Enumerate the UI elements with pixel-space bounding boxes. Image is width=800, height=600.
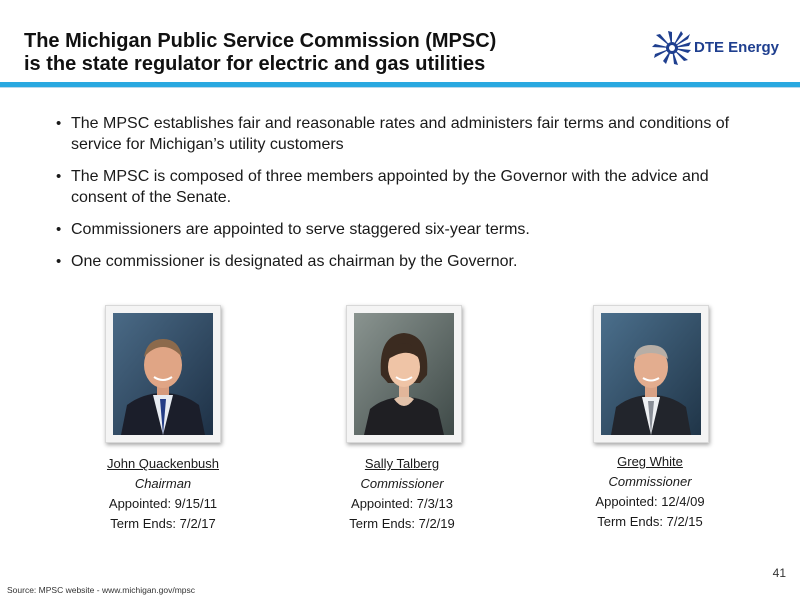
bullet-item: • Commissioners are appointed to serve staggered six-year terms.	[56, 219, 756, 240]
commissioner-name: Greg White	[617, 454, 683, 469]
commissioner-photo-3	[593, 305, 709, 443]
commissioner-term: Term Ends: 7/2/15	[597, 514, 703, 529]
slide-title	[24, 30, 624, 76]
commissioner-appointed: Appointed: 9/15/11	[108, 496, 218, 511]
source-note: Source: MPSC website - www.michigan.gov/mpsc	[7, 585, 196, 595]
dte-energy-logo	[650, 30, 795, 70]
slide-title-line-2: is the state regulator for electric and gas utilities	[24, 53, 486, 75]
portrait-john-quackenbush	[113, 313, 213, 435]
commissioner-term: Term Ends: 7/2/17	[110, 516, 216, 531]
dte-energy-logo-icon	[650, 30, 692, 66]
commissioner-card-1	[83, 454, 243, 534]
commissioner-card-3	[570, 452, 730, 532]
slide-title-line-1: The Michigan Public Service Commission (MPSC)	[24, 30, 497, 52]
commissioner-role: Commissioner	[360, 476, 444, 491]
commissioner-role: Commissioner	[608, 474, 692, 489]
bullet-list	[56, 113, 756, 283]
commissioner-name: John Quackenbush	[106, 456, 220, 471]
page-number: 41	[772, 566, 786, 580]
dte-energy-logo-text: DTE Energy	[694, 39, 780, 56]
bullet-item: • The MPSC is composed of three members appointed by the Governor with the advice and consent of the Senate.	[56, 166, 756, 208]
commissioner-card-2	[322, 454, 482, 534]
bullet-item: • The MPSC establishes fair and reasonable rates and administers fair terms and conditions of service for Michigan’s utility customers	[56, 113, 756, 155]
bullet-item: • One commissioner is designated as chairman by the Governor.	[56, 251, 756, 272]
commissioner-appointed: Appointed: 7/3/13	[351, 496, 453, 511]
header-divider-shadow	[0, 87, 800, 88]
commissioner-appointed: Appointed: 12/4/09	[595, 494, 705, 509]
portrait-sally-talberg	[354, 313, 454, 435]
portrait-greg-white	[601, 313, 701, 435]
commissioner-name: Sally Talberg	[364, 456, 440, 471]
commissioner-photo-1	[105, 305, 221, 443]
commissioner-role: Chairman	[134, 476, 192, 491]
commissioner-photo-2	[346, 305, 462, 443]
commissioner-term: Term Ends: 7/2/19	[349, 516, 455, 531]
